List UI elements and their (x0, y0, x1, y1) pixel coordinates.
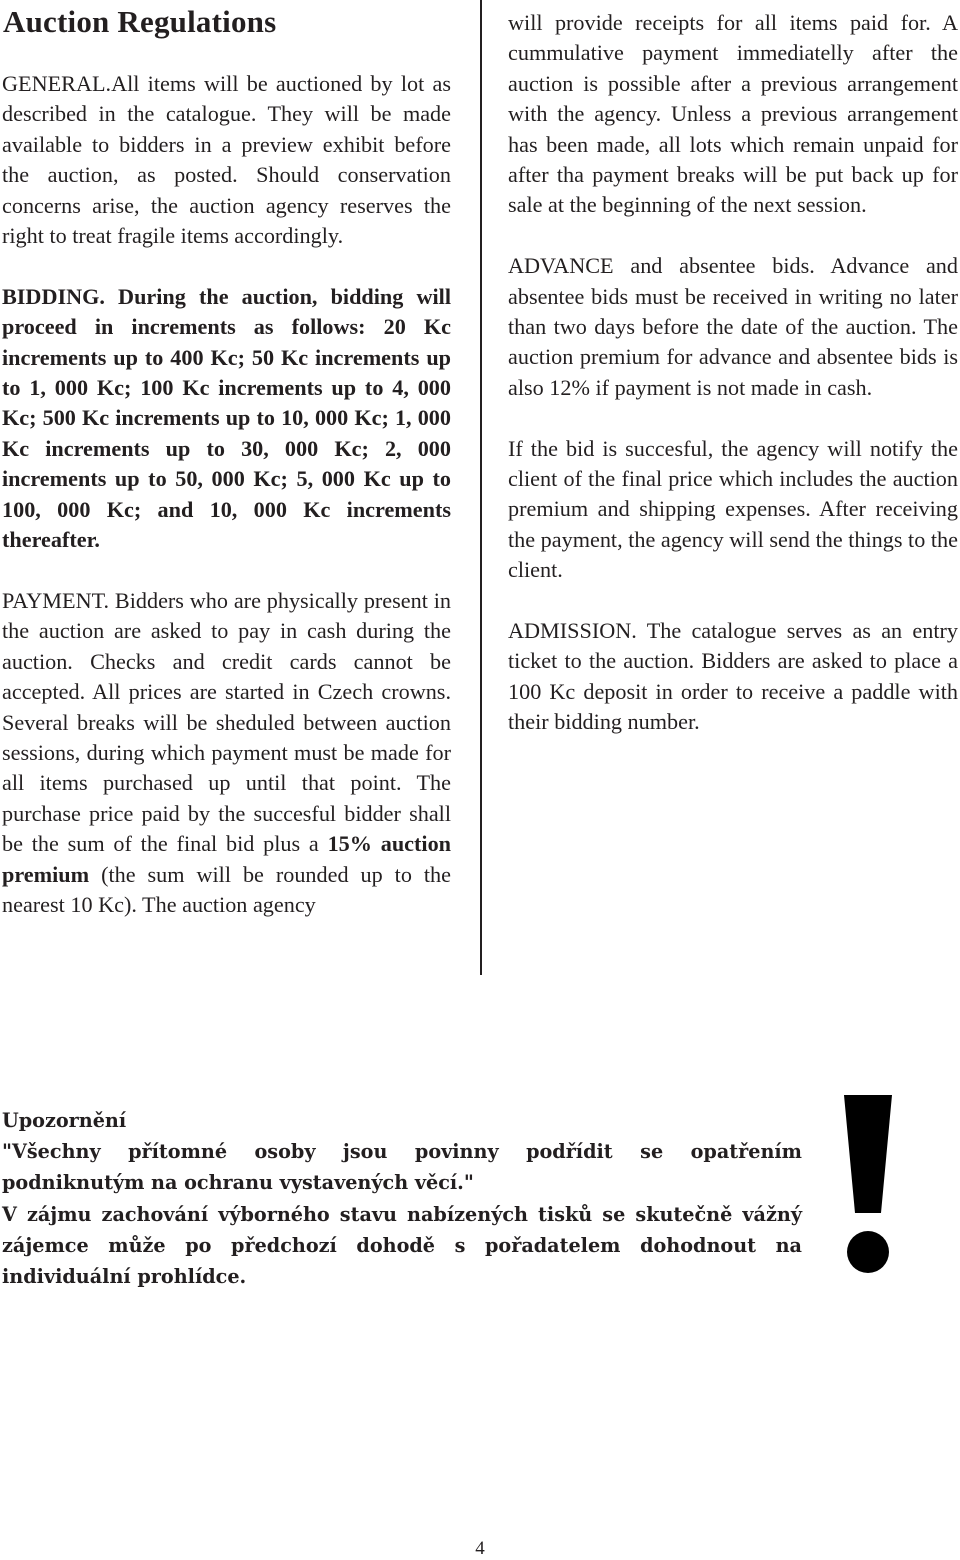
left-column (2, 69, 451, 951)
column-divider (480, 0, 482, 975)
advance-bids-paragraph: ADVANCE and absentee bids. Advance and absentee bids must be received in writing no later than two days before the date of the auction. The auction premium for advance and absentee bids is also 12% if payment is not made in cash. (508, 253, 958, 400)
general-paragraph: GENERAL.All items will be auctioned by lot as described in the catalogue. They will be made available to bidders in a preview exhibit before the auction, as posted. Should conservation concerns arise, the auction agency reserves the right to treat fragile items accordingly. (2, 71, 451, 249)
notice-body: V zájmu zachování výborného stavu nabízených tisků se skutečně vážný zájemce může po předchozí dohodě s pořadatelem dohodnout na individuální prohlídce. (2, 1202, 802, 1289)
page-number: 4 (475, 1538, 485, 1559)
payment-text-end: (the sum will be rounded up to the nearest 10 Kc). The auction agency (2, 861, 452, 917)
page-title: Auction Regulations (3, 4, 277, 39)
notice-heading: Upozornění (2, 1109, 127, 1132)
notice-block (2, 1105, 802, 1292)
admission-paragraph: ADMISSION. The catalogue serves as an entry ticket to the auction. Bidders are asked to place a 100 Kc deposit in order to receive a paddle with their bidding number. (508, 618, 958, 735)
payment-continued-paragraph: will provide receipts for all items paid for. A cummulative payment immediatelly after the auction is possible after a previous arrangement with the agency. Unless a previous arrangement has been made, all lots which remain unpaid for after tha payment breaks will be put back up for sale at the beginning of the next session. (508, 10, 958, 218)
payment-text-start: PAYMENT. Bidders who are physically present in the auction are asked to pay in cash during the auction. Checks and credit cards cannot be accepted. All prices are started in Czech crowns. Several breaks will be sheduled between auction sessions, during which payment must be made for all items purchased up until that point. The purchase price paid by the succesful bidder shall be the sum of the final bid plus a (2, 587, 451, 857)
payment-paragraph (2, 586, 451, 920)
exclamation-mark-icon (840, 1095, 896, 1275)
successful-bid-paragraph: If the bid is succesful, the agency will notify the client of the final price which includes the auction premium and shipping expenses. After receiving the payment, the agency will send the things to the client. (508, 435, 958, 583)
auction-premium-emphasis: 15% auction premium (2, 831, 452, 887)
bidding-paragraph: BIDDING. During the auction, bidding will proceed in increments as follows: 20 Kc increments up to 400 Kc; 50 Kc increments up to 1, 000 Kc; 100 Kc increments up to 4, 000 Kc; 500 Kc increments up to 10, 000 Kc; 1, 000 Kc increments up to 30, 000 Kc; 2, 000 increments up to 50, 000 Kc; 5, 000 Kc up to 100, 000 Kc; and 10, 000 Kc increments thereafter. (2, 283, 451, 553)
notice-quote: "Všechny přítomné osoby jsou povinny podřídit se opatřením podniknutým na ochranu vystavených věcí." (2, 1140, 802, 1195)
right-column (508, 8, 958, 768)
